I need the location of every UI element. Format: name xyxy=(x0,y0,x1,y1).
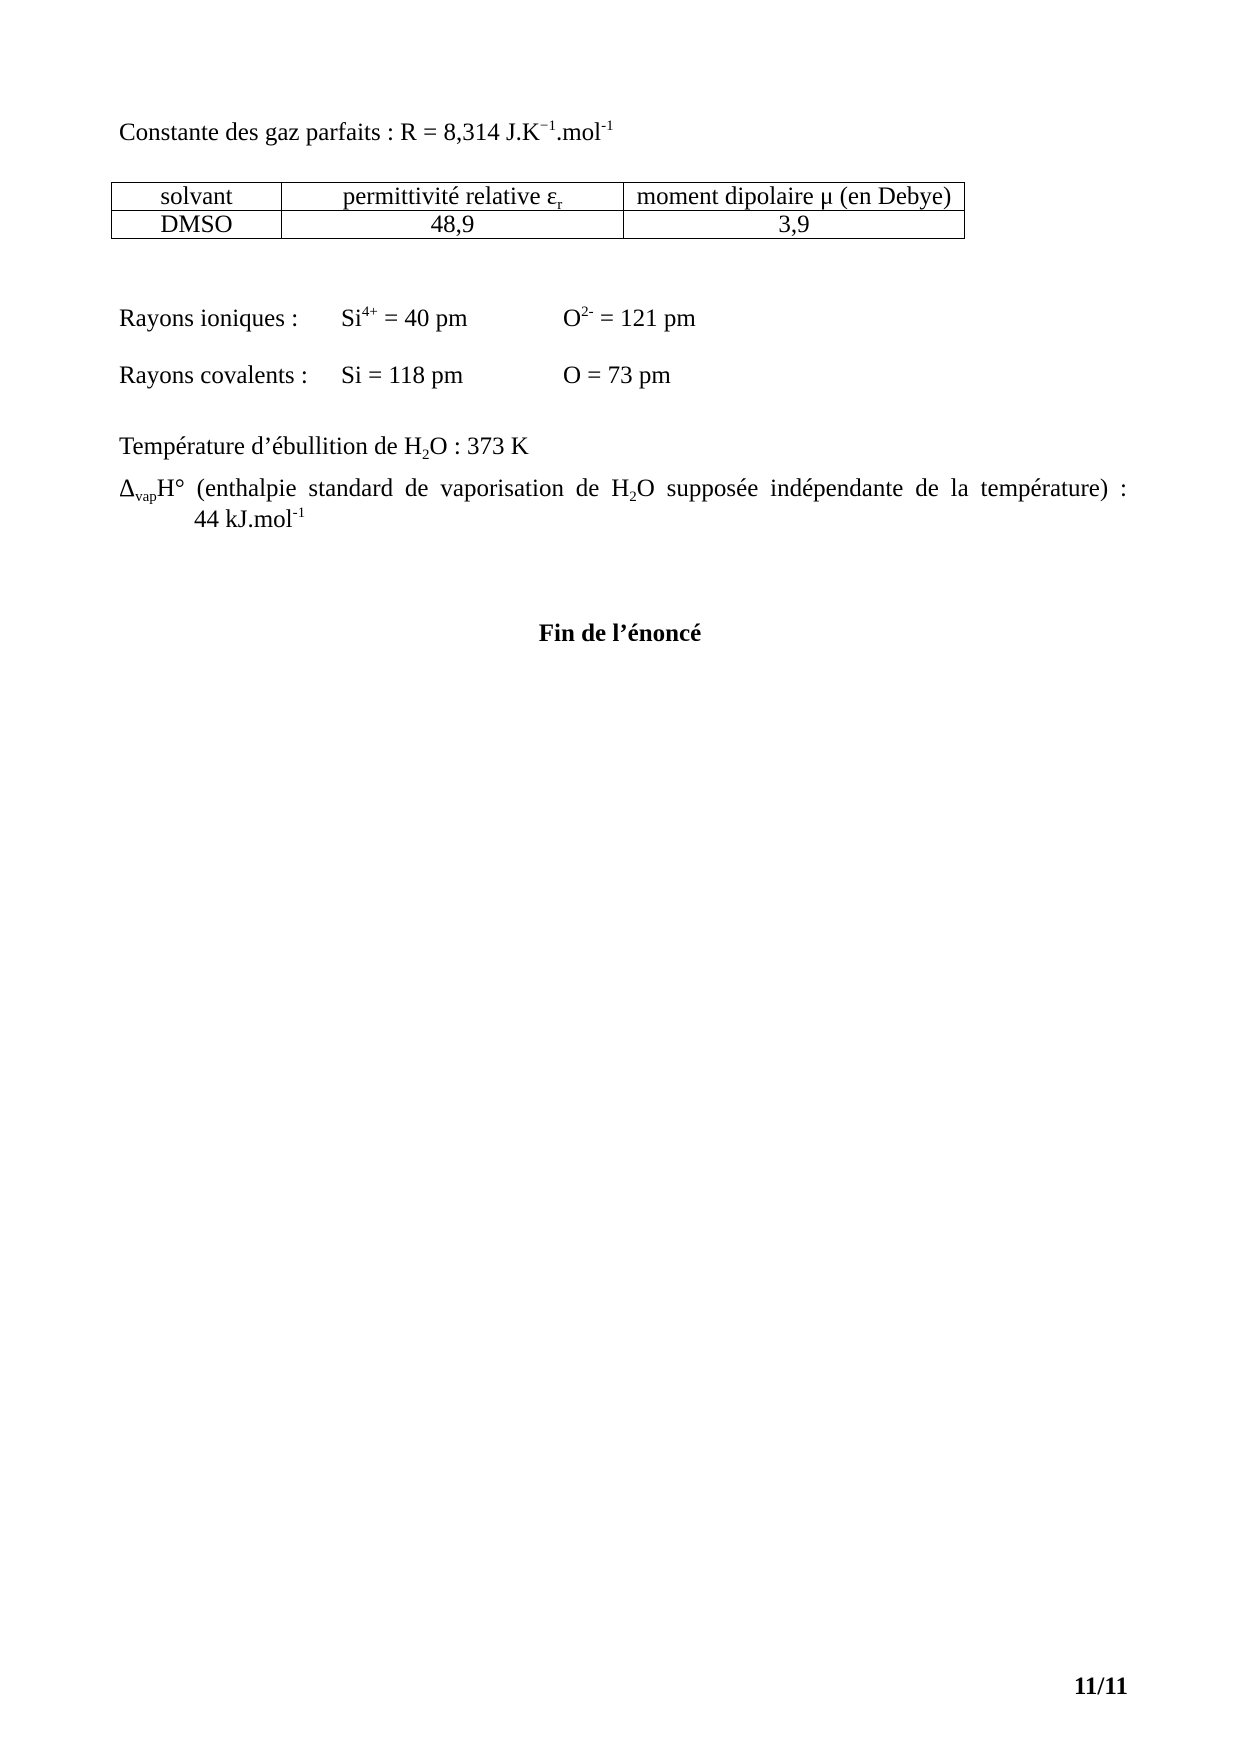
gas-constant-line xyxy=(119,118,614,148)
boiling-suffix: O : 373 K xyxy=(429,433,529,460)
page-number: 11/11 xyxy=(1073,1673,1128,1700)
covalent-radii-label: Rayons covalents : xyxy=(119,362,308,389)
gas-constant-mol: .mol xyxy=(555,119,602,146)
ionic-radius-si xyxy=(341,304,468,334)
vaporization-h2o-subscript: 2 xyxy=(629,489,637,505)
ionic-si-charge: 4+ xyxy=(361,304,378,320)
boiling-h2o-subscript: 2 xyxy=(422,447,430,463)
ionic-si-value: = 40 pm xyxy=(377,305,468,332)
ionic-si-symbol: Si xyxy=(341,305,362,332)
ionic-radius-o xyxy=(563,304,696,334)
vaporization-value xyxy=(194,505,305,535)
boiling-prefix: Température d’ébullition de H xyxy=(119,433,423,460)
ionic-o-charge: 2- xyxy=(581,304,594,320)
header-permittivity xyxy=(282,183,624,211)
vaporization-value-text: 44 kJ.mol xyxy=(194,506,293,533)
gas-constant-kelvin-exponent: −1 xyxy=(539,118,556,134)
table-row xyxy=(112,211,965,239)
solvent-table xyxy=(111,182,965,239)
covalent-radius-o: O = 73 pm xyxy=(563,362,671,389)
vaporization-value-exponent: -1 xyxy=(292,505,306,521)
header-permittivity-text: permittivité relative ε xyxy=(342,182,558,210)
header-dipole: moment dipolaire μ (en Debye) xyxy=(624,183,965,211)
ionic-o-symbol: O xyxy=(563,305,582,332)
end-title: Fin de l’énoncé xyxy=(538,620,702,647)
delta-vap-subscript: vap xyxy=(135,489,157,505)
header-solvent: solvant xyxy=(112,183,282,211)
header-permittivity-subscript: r xyxy=(557,196,563,213)
gas-constant-text: Constante des gaz parfaits : R = 8,314 J.K xyxy=(119,119,540,146)
table-header-row xyxy=(112,183,965,211)
delta-symbol: Δ xyxy=(119,475,136,502)
cell-permittivity: 48,9 xyxy=(282,211,624,239)
vaporization-enthalpy-line xyxy=(119,474,1127,504)
cell-solvent: DMSO xyxy=(112,211,282,239)
covalent-radius-si: Si = 118 pm xyxy=(341,362,464,389)
boiling-temperature xyxy=(119,432,529,462)
cell-dipole: 3,9 xyxy=(624,211,965,239)
ionic-radii-label: Rayons ioniques : xyxy=(119,305,299,332)
ionic-o-value: = 121 pm xyxy=(593,305,696,332)
vaporization-text-a: H° (enthalpie standard de vaporisation de H xyxy=(156,475,630,502)
vaporization-text-b: O supposée indépendante de la température) : xyxy=(636,475,1128,502)
gas-constant-mol-exponent: -1 xyxy=(601,118,614,134)
